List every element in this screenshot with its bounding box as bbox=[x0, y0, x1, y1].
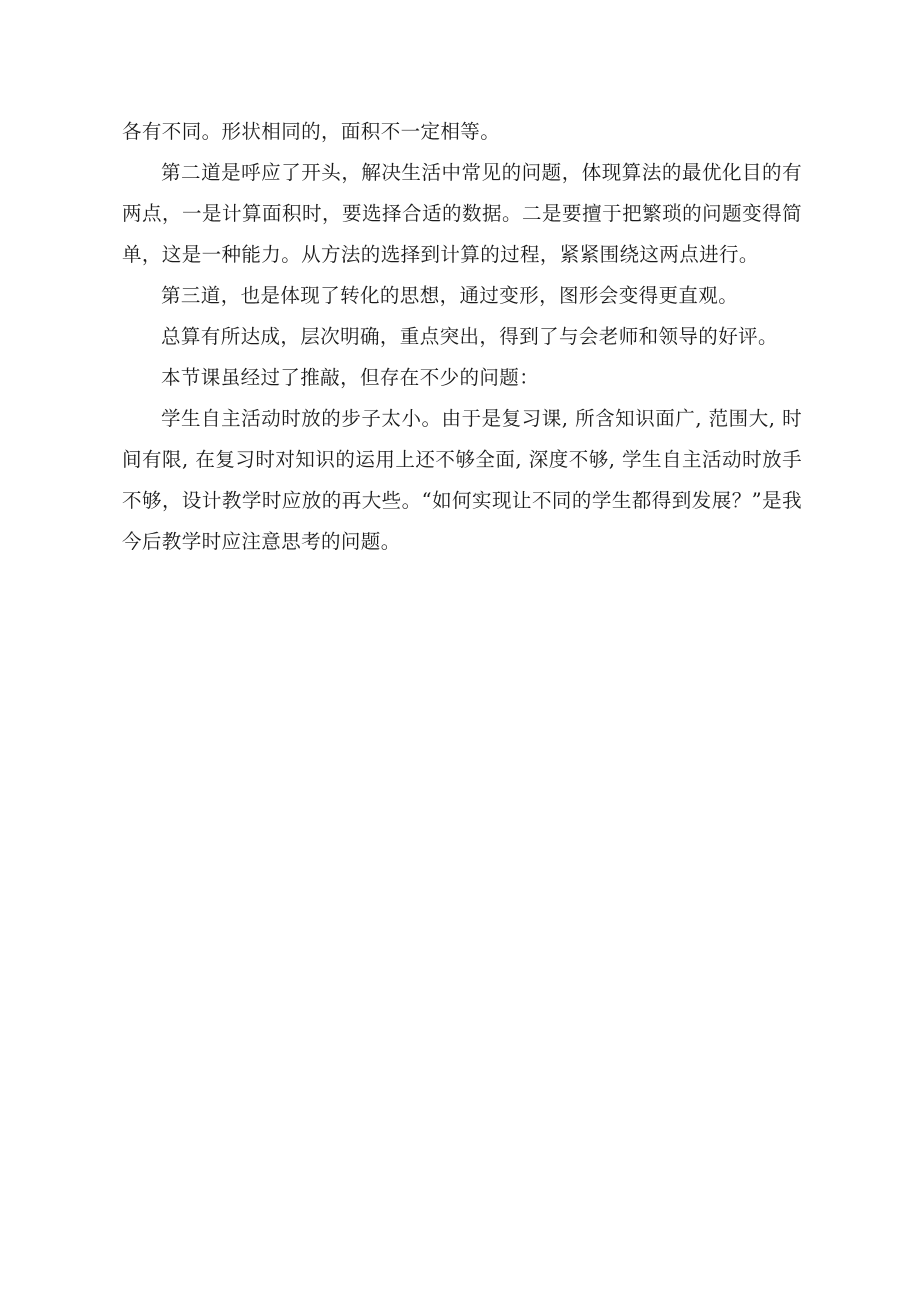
paragraph-third-problem: 第三道，也是体现了转化的思想，通过变形，图形会变得更直观。 bbox=[161, 284, 739, 307]
paragraph-summary: 总算有所达成，层次明确，重点突出，得到了与会老师和领导的好评。 bbox=[161, 325, 778, 348]
paragraph-issue-detail: 学生自主活动时放的步子太小。由于是复习课, 所含知识面广, 范围大, 时间有限, 在复习时对知识的运用上还不够全面, 深度不够, 学生自主活动时放手不够，设计教学时应放的再大些。“如何实现让不同的学生都得到发展？”是我今后教学时应注意思考的问题。 bbox=[122, 407, 802, 553]
paragraph-second-problem: 第二道是呼应了开头，解决生活中常见的问题，体现算法的最优化目的有两点，一是计算面积时，要选择合适的数据。二是要擅于把繁琐的问题变得简单，这是一种能力。从方法的选择到计算的过程，紧紧围绕这两点进行。 bbox=[122, 161, 802, 266]
document-body bbox=[122, 111, 802, 562]
paragraph-issues-intro: 本节课虽经过了推敲，但存在不少的问题： bbox=[161, 366, 540, 389]
paragraph-continuation: 各有不同。形状相同的，面积不一定相等。 bbox=[122, 120, 501, 143]
